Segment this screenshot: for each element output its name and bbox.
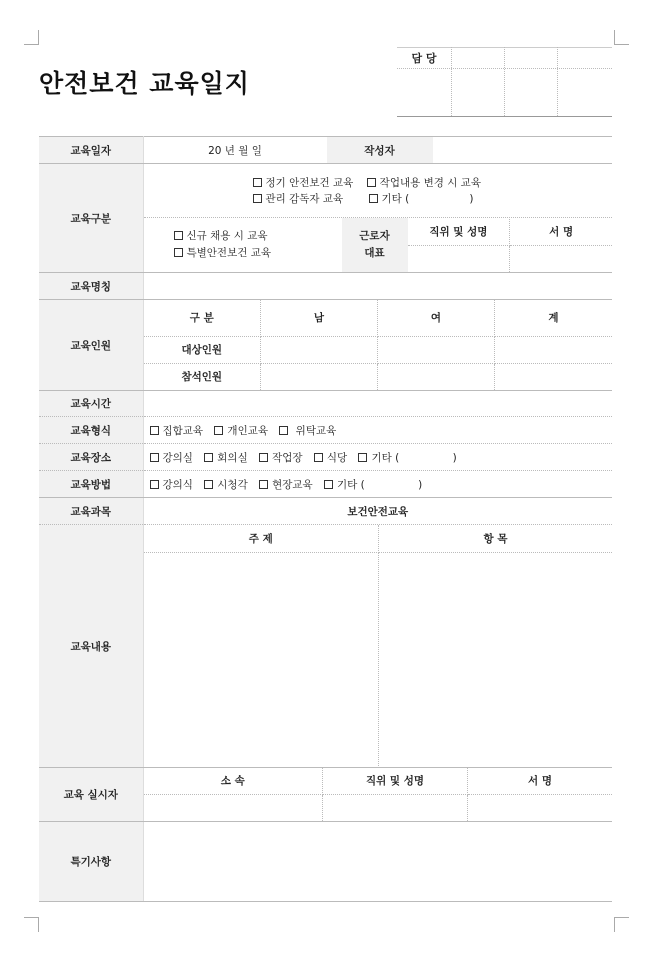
date-label: 교육일자: [39, 137, 143, 164]
writer-field[interactable]: [433, 137, 613, 163]
checkbox-icon[interactable]: [259, 480, 268, 489]
education-name-label: 교육명칭: [39, 273, 143, 300]
approval-box: [397, 47, 612, 117]
checkbox-icon[interactable]: [214, 426, 223, 435]
worker-representative-label: 근로자 대표: [342, 218, 408, 272]
instructor-row: [39, 768, 612, 822]
checkbox-icon[interactable]: [204, 453, 213, 462]
subject-label: 교육과목: [39, 498, 143, 525]
item-field[interactable]: [379, 552, 613, 766]
crop-mark-top-left: [24, 30, 39, 45]
subject-value: 보건안전교육: [143, 498, 612, 525]
checkbox-icon[interactable]: [150, 426, 159, 435]
target-total-field[interactable]: [495, 336, 613, 363]
category-label: 교육구분: [39, 164, 143, 273]
form-label: 교육형식: [39, 417, 143, 444]
option-special-education[interactable]: 특별안전보건 교육: [174, 245, 271, 262]
instructor-position-header: 직위 및 성명: [323, 768, 468, 794]
attend-count-label: 참석인원: [144, 363, 261, 390]
title-row: [39, 273, 612, 300]
attend-male-field[interactable]: [261, 363, 378, 390]
topic-field[interactable]: [144, 552, 379, 766]
checkbox-icon[interactable]: [253, 194, 262, 203]
personnel-header-female: 여: [378, 300, 495, 336]
option-meeting-room[interactable]: 회의실: [204, 450, 247, 465]
date-row: [39, 137, 612, 164]
personnel-header-category: 구 분: [144, 300, 261, 336]
instructor-position-field[interactable]: [323, 794, 468, 821]
attend-female-field[interactable]: [378, 363, 495, 390]
time-field[interactable]: [143, 391, 612, 417]
checkbox-icon[interactable]: [174, 231, 183, 240]
form-row: [39, 417, 612, 444]
place-row: [39, 444, 612, 471]
option-new-hire-education[interactable]: 신규 채용 시 교육: [174, 228, 268, 245]
target-female-field[interactable]: [378, 336, 495, 363]
method-row: [39, 471, 612, 498]
checkbox-icon[interactable]: [324, 480, 333, 489]
option-audiovisual[interactable]: 시청각: [204, 477, 247, 492]
option-lecture[interactable]: 강의식: [150, 477, 193, 492]
option-supervisor-education[interactable]: 관리 감독자 교육: [253, 191, 344, 207]
topic-header: 주 제: [144, 525, 379, 552]
checkbox-icon[interactable]: [367, 178, 376, 187]
option-work-change-education[interactable]: 작업내용 변경 시 교육: [367, 175, 481, 191]
document-title: 안전보건 교육일지: [39, 69, 250, 98]
checkbox-icon[interactable]: [279, 426, 288, 435]
crop-mark-top-right: [614, 30, 629, 45]
remarks-field[interactable]: [143, 822, 612, 902]
checkbox-icon[interactable]: [174, 248, 183, 257]
content-label: 교육내용: [39, 525, 143, 768]
place-label: 교육장소: [39, 444, 143, 471]
personnel-header-total: 계: [495, 300, 613, 336]
option-lecture-room[interactable]: 강의실: [150, 450, 193, 465]
option-other[interactable]: 기타 ( ): [369, 191, 474, 207]
date-value[interactable]: 20 년 월 일: [208, 144, 262, 157]
crop-mark-bottom-left: [24, 917, 39, 932]
personnel-label: 교육인원: [39, 300, 143, 391]
education-name-field[interactable]: [143, 273, 612, 300]
time-label: 교육시간: [39, 391, 143, 417]
option-field-education[interactable]: 현장교육: [259, 477, 313, 492]
remarks-row: [39, 822, 612, 902]
subject-row: [39, 498, 612, 525]
option-individual-education[interactable]: 개인교육: [214, 423, 268, 438]
rep-position-name-field[interactable]: [408, 246, 510, 272]
checkbox-icon[interactable]: [259, 453, 268, 462]
instructor-signature-field[interactable]: [468, 794, 613, 821]
personnel-row: [39, 300, 612, 391]
checkbox-icon[interactable]: [204, 480, 213, 489]
target-male-field[interactable]: [261, 336, 378, 363]
signature-header: 서 명: [510, 219, 612, 246]
education-log-table: [39, 136, 612, 902]
content-row: [39, 525, 612, 768]
method-label: 교육방법: [39, 471, 143, 498]
checkbox-icon[interactable]: [358, 453, 367, 462]
option-group-education[interactable]: 집합교육: [150, 423, 204, 438]
item-header: 항 목: [379, 525, 613, 552]
attend-total-field[interactable]: [495, 363, 613, 390]
option-regular-education[interactable]: 정기 안전보건 교육: [253, 175, 354, 191]
time-row: [39, 391, 612, 417]
position-name-header: 직위 및 성명: [408, 219, 510, 246]
writer-label: 작성자: [327, 137, 433, 163]
option-method-other[interactable]: 기타 ( ): [324, 477, 422, 492]
affiliation-header: 소 속: [144, 768, 323, 794]
affiliation-field[interactable]: [144, 794, 323, 821]
crop-mark-bottom-right: [614, 917, 629, 932]
instructor-label: 교육 실시자: [39, 768, 143, 822]
checkbox-icon[interactable]: [150, 453, 159, 462]
target-count-label: 대상인원: [144, 336, 261, 363]
remarks-label: 특기사항: [39, 822, 143, 902]
option-place-other[interactable]: 기타 ( ): [358, 450, 456, 465]
category-row: [39, 164, 612, 273]
rep-signature-field[interactable]: [510, 246, 612, 272]
personnel-header-male: 남: [261, 300, 378, 336]
option-cafeteria[interactable]: 식당: [314, 450, 347, 465]
checkbox-icon[interactable]: [369, 194, 378, 203]
option-outsourced-education[interactable]: 위탁교육: [279, 423, 336, 438]
checkbox-icon[interactable]: [314, 453, 323, 462]
instructor-signature-header: 서 명: [468, 768, 613, 794]
approval-label: 담 당: [411, 52, 437, 65]
checkbox-icon[interactable]: [150, 480, 159, 489]
option-workplace[interactable]: 작업장: [259, 450, 302, 465]
checkbox-icon[interactable]: [253, 178, 262, 187]
